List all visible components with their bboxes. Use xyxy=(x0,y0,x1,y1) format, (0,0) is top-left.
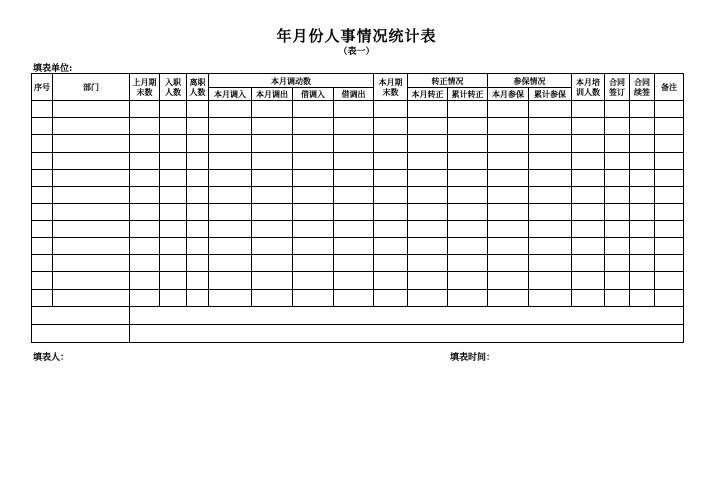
table-cell[interactable] xyxy=(53,255,130,272)
table-cell[interactable] xyxy=(572,118,605,135)
footer-row xyxy=(32,324,684,342)
table-cell[interactable] xyxy=(32,306,130,324)
table-cell[interactable] xyxy=(488,101,529,118)
table-cell[interactable] xyxy=(408,203,448,220)
table-cell[interactable] xyxy=(605,186,630,203)
table-cell[interactable] xyxy=(374,152,408,169)
table-cell[interactable] xyxy=(408,152,448,169)
table-cell[interactable] xyxy=(448,255,488,272)
table-cell[interactable] xyxy=(130,272,160,289)
page-subtitle: （表一） xyxy=(338,47,375,57)
table-cell[interactable] xyxy=(448,272,488,289)
table-cell[interactable] xyxy=(293,203,334,220)
table-cell[interactable] xyxy=(488,135,529,152)
filler-label: 填表人： xyxy=(33,353,70,363)
table-row xyxy=(32,101,684,118)
table-cell[interactable] xyxy=(209,135,252,152)
table-cell[interactable] xyxy=(53,152,130,169)
table-cell[interactable] xyxy=(130,152,160,169)
table-cell[interactable] xyxy=(160,169,187,186)
table-cell[interactable] xyxy=(655,221,684,238)
table-cell[interactable] xyxy=(32,238,53,255)
table-cell[interactable] xyxy=(630,221,655,238)
table-cell[interactable] xyxy=(293,255,334,272)
table-cell[interactable] xyxy=(605,203,630,220)
table-cell[interactable] xyxy=(187,135,209,152)
table-cell[interactable] xyxy=(32,289,53,306)
header-transfer-in: 本月调入 xyxy=(209,88,252,101)
table-cell[interactable] xyxy=(130,306,684,324)
table-cell[interactable] xyxy=(655,272,684,289)
table-cell[interactable] xyxy=(488,118,529,135)
table-cell[interactable] xyxy=(209,255,252,272)
table-cell[interactable] xyxy=(160,186,187,203)
table-cell[interactable] xyxy=(53,272,130,289)
header-cur-end: 本月期 末数 xyxy=(374,74,408,101)
table-cell[interactable] xyxy=(334,101,374,118)
table-cell[interactable] xyxy=(293,135,334,152)
header-left: 离职 人数 xyxy=(187,74,209,101)
header-insurance-total: 累计参保 xyxy=(529,88,572,101)
table-cell[interactable] xyxy=(53,169,130,186)
table-cell[interactable] xyxy=(488,203,529,220)
table-cell[interactable] xyxy=(252,289,293,306)
table-cell[interactable] xyxy=(130,324,684,342)
table-cell[interactable] xyxy=(572,221,605,238)
table-cell[interactable] xyxy=(529,135,572,152)
table-cell[interactable] xyxy=(630,255,655,272)
table-cell[interactable] xyxy=(209,238,252,255)
table-cell[interactable] xyxy=(655,135,684,152)
table-cell[interactable] xyxy=(374,101,408,118)
table-cell[interactable] xyxy=(32,203,53,220)
table-cell[interactable] xyxy=(130,169,160,186)
table-cell[interactable] xyxy=(32,186,53,203)
table-cell[interactable] xyxy=(130,101,160,118)
table-cell[interactable] xyxy=(572,169,605,186)
table-cell[interactable] xyxy=(252,221,293,238)
table-cell[interactable] xyxy=(408,255,448,272)
table-cell[interactable] xyxy=(408,221,448,238)
table-cell[interactable] xyxy=(187,255,209,272)
table-cell[interactable] xyxy=(655,289,684,306)
table-cell[interactable] xyxy=(630,118,655,135)
table-cell[interactable] xyxy=(572,152,605,169)
table-cell[interactable] xyxy=(209,186,252,203)
table-cell[interactable] xyxy=(32,101,53,118)
table-cell[interactable] xyxy=(334,272,374,289)
table-cell[interactable] xyxy=(130,118,160,135)
table-cell[interactable] xyxy=(572,272,605,289)
table-cell[interactable] xyxy=(32,135,53,152)
table-cell[interactable] xyxy=(130,255,160,272)
header-prev-end: 上月期 末数 xyxy=(130,74,160,101)
table-cell[interactable] xyxy=(160,272,187,289)
unit-label: 填表单位: xyxy=(33,64,73,74)
table-cell[interactable] xyxy=(374,272,408,289)
table-cell[interactable] xyxy=(655,255,684,272)
table-cell[interactable] xyxy=(630,238,655,255)
table-cell[interactable] xyxy=(408,272,448,289)
table-cell[interactable] xyxy=(187,221,209,238)
table-cell[interactable] xyxy=(160,289,187,306)
table-cell[interactable] xyxy=(630,289,655,306)
table-cell[interactable] xyxy=(32,152,53,169)
table-row xyxy=(32,186,684,203)
table-cell[interactable] xyxy=(488,169,529,186)
table-cell[interactable] xyxy=(374,186,408,203)
table-cell[interactable] xyxy=(655,238,684,255)
fill-time-label: 填表时间： xyxy=(450,353,496,363)
table-row xyxy=(32,238,684,255)
table-cell[interactable] xyxy=(630,169,655,186)
table-cell[interactable] xyxy=(448,221,488,238)
table-cell[interactable] xyxy=(334,118,374,135)
table-cell[interactable] xyxy=(408,186,448,203)
table-cell[interactable] xyxy=(374,169,408,186)
table-cell[interactable] xyxy=(160,221,187,238)
table-cell[interactable] xyxy=(187,169,209,186)
table-cell[interactable] xyxy=(160,118,187,135)
table-row xyxy=(32,255,684,272)
table-cell[interactable] xyxy=(374,289,408,306)
table-cell[interactable] xyxy=(130,289,160,306)
table-cell[interactable] xyxy=(53,135,130,152)
table-cell[interactable] xyxy=(293,152,334,169)
table-cell[interactable] xyxy=(529,101,572,118)
table-cell[interactable] xyxy=(408,289,448,306)
table-cell[interactable] xyxy=(160,135,187,152)
table-cell[interactable] xyxy=(130,203,160,220)
table-cell[interactable] xyxy=(252,135,293,152)
header-regular-total: 累计转正 xyxy=(448,88,488,101)
table-row xyxy=(32,118,684,135)
table-cell[interactable] xyxy=(605,135,630,152)
table-cell[interactable] xyxy=(53,101,130,118)
table-cell[interactable] xyxy=(160,101,187,118)
table-cell[interactable] xyxy=(529,272,572,289)
table-cell[interactable] xyxy=(630,101,655,118)
table-cell[interactable] xyxy=(529,221,572,238)
table-cell[interactable] xyxy=(32,272,53,289)
table-cell[interactable] xyxy=(293,221,334,238)
table-cell[interactable] xyxy=(252,272,293,289)
table-cell[interactable] xyxy=(572,135,605,152)
table-cell[interactable] xyxy=(630,152,655,169)
table-cell[interactable] xyxy=(293,169,334,186)
page-title: 年月份人事情况统计表 xyxy=(276,27,437,45)
header-transfer-group: 本月调动数 xyxy=(209,74,374,88)
table-cell[interactable] xyxy=(408,118,448,135)
table-cell[interactable] xyxy=(630,272,655,289)
table-cell[interactable] xyxy=(655,101,684,118)
table-cell[interactable] xyxy=(408,169,448,186)
table-cell[interactable] xyxy=(209,272,252,289)
table-cell[interactable] xyxy=(655,169,684,186)
table-cell[interactable] xyxy=(53,221,130,238)
table-cell[interactable] xyxy=(252,152,293,169)
table-cell[interactable] xyxy=(605,272,630,289)
table-cell[interactable] xyxy=(529,118,572,135)
table-cell[interactable] xyxy=(252,169,293,186)
table-cell[interactable] xyxy=(374,135,408,152)
table-cell[interactable] xyxy=(252,186,293,203)
header-insurance-group: 参保情况 xyxy=(488,74,572,88)
table-cell[interactable] xyxy=(374,255,408,272)
table-cell[interactable] xyxy=(187,272,209,289)
table-row xyxy=(32,135,684,152)
table-cell[interactable] xyxy=(209,101,252,118)
table-cell[interactable] xyxy=(293,101,334,118)
table-cell[interactable] xyxy=(32,255,53,272)
table-cell[interactable] xyxy=(334,186,374,203)
header-borrow-in: 借调入 xyxy=(293,88,334,101)
table-cell[interactable] xyxy=(32,118,53,135)
header-seq: 序号 xyxy=(32,74,53,101)
table-cell[interactable] xyxy=(187,101,209,118)
table-cell[interactable] xyxy=(187,238,209,255)
table-cell[interactable] xyxy=(374,118,408,135)
table-cell[interactable] xyxy=(130,135,160,152)
table-row xyxy=(32,169,684,186)
header-dept: 部门 xyxy=(53,74,130,101)
table-cell[interactable] xyxy=(572,203,605,220)
header-hired: 入职 人数 xyxy=(160,74,187,101)
table-cell[interactable] xyxy=(529,238,572,255)
table-cell[interactable] xyxy=(374,221,408,238)
table-cell[interactable] xyxy=(605,169,630,186)
table-cell[interactable] xyxy=(32,324,130,342)
table-cell[interactable] xyxy=(529,169,572,186)
table-cell[interactable] xyxy=(529,289,572,306)
table-cell[interactable] xyxy=(252,255,293,272)
table-cell[interactable] xyxy=(448,135,488,152)
table-cell[interactable] xyxy=(160,238,187,255)
table-cell[interactable] xyxy=(529,186,572,203)
table-cell[interactable] xyxy=(529,255,572,272)
table-cell[interactable] xyxy=(53,238,130,255)
table-cell[interactable] xyxy=(605,101,630,118)
table-cell[interactable] xyxy=(53,118,130,135)
table-cell[interactable] xyxy=(334,238,374,255)
table-cell[interactable] xyxy=(655,118,684,135)
table-cell[interactable] xyxy=(209,118,252,135)
table-cell[interactable] xyxy=(572,255,605,272)
header-regular-month: 本月转正 xyxy=(408,88,448,101)
table-cell[interactable] xyxy=(605,289,630,306)
table-cell[interactable] xyxy=(187,152,209,169)
table-cell[interactable] xyxy=(334,169,374,186)
table-cell[interactable] xyxy=(408,101,448,118)
table-cell[interactable] xyxy=(334,203,374,220)
table-cell[interactable] xyxy=(529,152,572,169)
header-row-1 xyxy=(32,74,684,88)
table-cell[interactable] xyxy=(572,186,605,203)
table-cell[interactable] xyxy=(160,203,187,220)
header-regular-group: 转正情况 xyxy=(408,74,488,88)
table-cell[interactable] xyxy=(130,221,160,238)
table-cell[interactable] xyxy=(408,238,448,255)
table-cell[interactable] xyxy=(448,186,488,203)
table-cell[interactable] xyxy=(160,255,187,272)
table-cell[interactable] xyxy=(130,238,160,255)
table-row xyxy=(32,221,684,238)
table-cell[interactable] xyxy=(605,238,630,255)
header-remark: 备注 xyxy=(655,74,684,101)
table-cell[interactable] xyxy=(293,118,334,135)
table-cell[interactable] xyxy=(334,221,374,238)
table-cell[interactable] xyxy=(209,203,252,220)
table-cell[interactable] xyxy=(488,289,529,306)
table-cell[interactable] xyxy=(655,152,684,169)
header-contract-sign: 合同 签订 xyxy=(605,74,630,101)
table-cell[interactable] xyxy=(252,118,293,135)
table-cell[interactable] xyxy=(572,238,605,255)
table-cell[interactable] xyxy=(53,186,130,203)
table-cell[interactable] xyxy=(572,289,605,306)
table-cell[interactable] xyxy=(334,255,374,272)
table-cell[interactable] xyxy=(293,289,334,306)
table-cell[interactable] xyxy=(630,135,655,152)
table-cell[interactable] xyxy=(488,272,529,289)
table-row xyxy=(32,272,684,289)
table-cell[interactable] xyxy=(630,203,655,220)
table-cell[interactable] xyxy=(605,255,630,272)
table-cell[interactable] xyxy=(130,186,160,203)
table-cell[interactable] xyxy=(448,203,488,220)
header-trained: 本月培 训人数 xyxy=(572,74,605,101)
header-insurance-month: 本月参保 xyxy=(488,88,529,101)
table-cell[interactable] xyxy=(187,186,209,203)
table-cell[interactable] xyxy=(53,289,130,306)
table-cell[interactable] xyxy=(448,169,488,186)
table-cell[interactable] xyxy=(252,101,293,118)
table-cell[interactable] xyxy=(605,221,630,238)
table-cell[interactable] xyxy=(209,152,252,169)
table-cell[interactable] xyxy=(488,186,529,203)
table-cell[interactable] xyxy=(572,101,605,118)
table-cell[interactable] xyxy=(53,203,130,220)
table-cell[interactable] xyxy=(209,169,252,186)
table-cell[interactable] xyxy=(488,152,529,169)
table-cell[interactable] xyxy=(529,203,572,220)
table-cell[interactable] xyxy=(32,169,53,186)
table-cell[interactable] xyxy=(605,152,630,169)
statistics-table xyxy=(31,73,684,343)
table-cell[interactable] xyxy=(334,152,374,169)
table-cell[interactable] xyxy=(408,135,448,152)
table-cell[interactable] xyxy=(655,203,684,220)
table-cell[interactable] xyxy=(448,101,488,118)
table-cell[interactable] xyxy=(293,272,334,289)
table-cell[interactable] xyxy=(160,152,187,169)
table-cell[interactable] xyxy=(293,238,334,255)
table-row xyxy=(32,152,684,169)
table-cell[interactable] xyxy=(187,203,209,220)
table-cell[interactable] xyxy=(448,118,488,135)
table-cell[interactable] xyxy=(630,186,655,203)
table-cell[interactable] xyxy=(448,238,488,255)
table-cell[interactable] xyxy=(334,135,374,152)
table-cell[interactable] xyxy=(187,118,209,135)
table-cell[interactable] xyxy=(252,238,293,255)
header-borrow-out: 借调出 xyxy=(334,88,374,101)
table-row xyxy=(32,289,684,306)
table-cell[interactable] xyxy=(209,221,252,238)
table-cell[interactable] xyxy=(252,203,293,220)
table-cell[interactable] xyxy=(488,255,529,272)
table-cell[interactable] xyxy=(448,152,488,169)
table-cell[interactable] xyxy=(374,238,408,255)
table-cell[interactable] xyxy=(488,221,529,238)
table-row xyxy=(32,203,684,220)
table-cell[interactable] xyxy=(293,186,334,203)
table-cell[interactable] xyxy=(488,238,529,255)
table-cell[interactable] xyxy=(374,203,408,220)
table-cell[interactable] xyxy=(605,118,630,135)
table-cell[interactable] xyxy=(448,289,488,306)
table-cell[interactable] xyxy=(187,289,209,306)
table-cell[interactable] xyxy=(32,221,53,238)
header-contract-renew: 合同 续签 xyxy=(630,74,655,101)
table-cell[interactable] xyxy=(209,289,252,306)
table-cell[interactable] xyxy=(334,289,374,306)
header-transfer-out: 本月调出 xyxy=(252,88,293,101)
table-cell[interactable] xyxy=(655,186,684,203)
footer-row xyxy=(32,306,684,324)
